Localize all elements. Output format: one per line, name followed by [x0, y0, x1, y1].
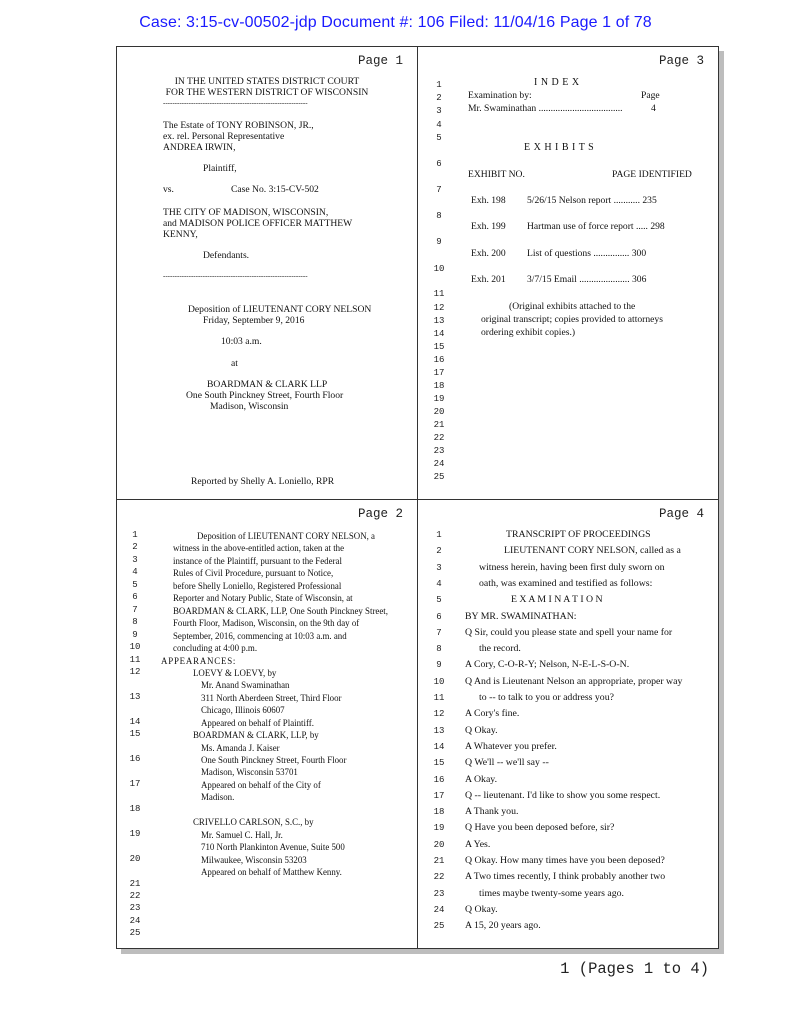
- line-number: 7: [436, 627, 442, 638]
- line-number: 3: [436, 106, 442, 116]
- line-number: 13: [433, 316, 445, 326]
- line-number: 10: [433, 676, 445, 687]
- line-number: 10: [129, 642, 141, 652]
- line-number: 6: [132, 592, 138, 602]
- examiner-name: Mr. Swaminathan ...................................: [468, 103, 623, 114]
- transcript-line: BOARDMAN & CLARK, LLP, One South Pinckney Street,: [173, 606, 388, 616]
- original-exhibits-note-3: ordering exhibit copies.): [481, 327, 576, 338]
- exhibit-200-desc: List of questions ............... 300: [527, 248, 647, 259]
- transcript-line: Rules of Civil Procedure, pursuant to Notice,: [173, 568, 334, 578]
- line-number: 9: [436, 660, 442, 671]
- line-number: 15: [433, 758, 445, 769]
- transcript-line: 311 North Aberdeen Street, Third Floor: [201, 693, 342, 703]
- line-number: 17: [433, 368, 445, 378]
- line-number: 20: [433, 407, 445, 417]
- transcript-line: Madison.: [201, 792, 235, 802]
- transcript-line: LIEUTENANT CORY NELSON, called as a: [504, 545, 681, 557]
- line-number: 19: [433, 823, 445, 834]
- line-number: 22: [433, 872, 445, 883]
- transcript-line: September, 2016, commencing at 10:03 a.m. and: [173, 631, 347, 641]
- exhibit-199: Exh. 199: [471, 221, 506, 232]
- transcript-line: Milwaukee, Wisconsin 53203: [201, 855, 307, 865]
- page-4-quadrant: [418, 500, 718, 948]
- line-number: 14: [433, 329, 445, 339]
- original-exhibits-note-1: (Original exhibits attached to the: [509, 301, 636, 312]
- line-number: 18: [433, 807, 445, 818]
- line-number: 20: [129, 854, 141, 864]
- line-number: 21: [433, 420, 445, 430]
- transcript-line: concluding at 4:00 p.m.: [173, 643, 258, 653]
- examination-by: Examination by:: [468, 90, 532, 101]
- transcript-line: A Yes.: [465, 838, 491, 850]
- line-number: 3: [132, 555, 138, 565]
- line-number: 17: [129, 779, 141, 789]
- line-number: 24: [433, 459, 445, 469]
- transcript-line: Q -- lieutenant. I'd like to show you some respect.: [465, 789, 661, 801]
- transcript-line: witness in the above-entitled action, taken at the: [173, 543, 345, 553]
- location-line-2: One South Pinckney Street, Fourth Floor: [186, 390, 344, 401]
- line-number: 3: [436, 562, 442, 573]
- transcript-line: Madison, Wisconsin 53701: [201, 767, 298, 777]
- line-number: 2: [132, 542, 138, 552]
- line-number: 18: [433, 381, 445, 391]
- line-number: 11: [433, 693, 445, 703]
- transcript-sheet: [116, 46, 719, 949]
- line-number: 1: [132, 530, 138, 540]
- line-number: 1: [436, 80, 442, 90]
- line-number: 25: [433, 921, 445, 932]
- transcript-line: to -- to talk to you or address you?: [479, 692, 614, 703]
- line-number: 19: [433, 394, 445, 404]
- transcript-line: One South Pinckney Street, Fourth Floor: [201, 755, 347, 765]
- transcript-line: TRANSCRIPT OF PROCEEDINGS: [506, 529, 651, 540]
- transcript-line: Fourth Floor, Madison, Wisconsin, on the 9th day of: [173, 618, 360, 628]
- line-number: 21: [433, 856, 445, 866]
- line-number: 20: [433, 839, 445, 850]
- exhibit-201: Exh. 201: [471, 274, 506, 285]
- line-number: 7: [436, 185, 442, 195]
- plaintiff-line-1: The Estate of TONY ROBINSON, JR.,: [163, 120, 314, 131]
- court-line-2: FOR THE WESTERN DISTRICT OF WISCONSIN: [165, 87, 369, 98]
- line-number: 5: [132, 580, 138, 590]
- line-number: 11: [129, 655, 141, 665]
- transcript-line: BOARDMAN & CLARK, LLP, by: [193, 730, 319, 740]
- line-number: 4: [436, 120, 442, 130]
- transcript-line: before Shelly Loniello, Registered Professional: [173, 581, 342, 591]
- exhibit-201-desc: 3/7/15 Email ..................... 306: [527, 274, 647, 285]
- line-number: 19: [129, 829, 141, 839]
- line-number: 18: [129, 804, 141, 814]
- deposition-date: Friday, September 9, 2016: [203, 315, 305, 326]
- transcript-line: Appeared on behalf of the City of: [201, 780, 321, 790]
- transcript-line: Mr. Anand Swaminathan: [201, 680, 290, 690]
- transcript-line: Appeared on behalf of Plaintiff.: [201, 718, 314, 728]
- transcript-line: A Two times recently, I think probably another two: [465, 871, 666, 883]
- defendant-line-1: THE CITY OF MADISON, WISCONSIN,: [163, 207, 329, 218]
- court-line-1: IN THE UNITED STATES DISTRICT COURT: [174, 76, 360, 87]
- transcript-line: CRIVELLO CARLSON, S.C., by: [193, 817, 314, 827]
- at-label: at: [231, 358, 238, 369]
- transcript-line: times maybe twenty-some years ago.: [479, 887, 625, 899]
- page-2-quadrant: [117, 500, 417, 948]
- line-number: 11: [433, 289, 445, 299]
- reporter-line: Reported by Shelly A. Loniello, RPR: [191, 476, 335, 487]
- line-number: 2: [436, 93, 442, 103]
- page-identified-header: PAGE IDENTIFIED: [612, 169, 692, 180]
- exhibits-heading: E X H I B I T S: [524, 142, 595, 153]
- line-number: 1: [436, 530, 442, 540]
- line-number: 23: [433, 446, 445, 456]
- page-range-footer: 1 (Pages 1 to 4): [560, 960, 709, 978]
- line-number: 15: [129, 729, 141, 739]
- deposition-title: Deposition of LIEUTENANT CORY NELSON: [188, 304, 372, 315]
- line-number: 25: [433, 472, 445, 482]
- defendant-line-2: and MADISON POLICE OFFICER MATTHEW: [163, 218, 353, 229]
- line-number: 10: [433, 264, 445, 274]
- transcript-line: Q Okay. How many times have you been deposed?: [465, 855, 665, 866]
- line-number: 8: [436, 211, 442, 221]
- line-number: 12: [433, 303, 445, 313]
- line-number: 16: [129, 754, 141, 764]
- exhibit-199-desc: Hartman use of force report ..... 298: [527, 221, 665, 232]
- line-number: 8: [436, 644, 442, 655]
- page-1-quadrant: [117, 47, 417, 499]
- line-number: 25: [129, 928, 141, 938]
- transcript-line: BY MR. SWAMINATHAN:: [465, 610, 577, 622]
- line-number: 15: [433, 342, 445, 352]
- location-line-3: Madison, Wisconsin: [210, 401, 289, 412]
- transcript-line: A Whatever you prefer.: [465, 740, 557, 752]
- transcript-line: Q Okay.: [465, 724, 498, 736]
- line-number: 14: [433, 741, 445, 752]
- line-number: 13: [433, 725, 445, 736]
- line-number: 13: [129, 692, 141, 702]
- transcript-line: Mr. Samuel C. Hall, Jr.: [201, 830, 283, 840]
- line-number: 21: [129, 879, 141, 889]
- exhibit-no-header: EXHIBIT NO.: [468, 169, 525, 180]
- original-exhibits-note-2: original transcript; copies provided to attorneys: [481, 314, 663, 325]
- exhibit-198-desc: 5/26/15 Nelson report ........... 235: [527, 195, 657, 206]
- plaintiff-label: Plaintiff,: [203, 163, 237, 174]
- vs-label: vs.: [163, 184, 174, 195]
- plaintiff-line-3: ANDREA IRWIN,: [163, 142, 236, 153]
- transcript-line: Q And is Lieutenant Nelson an appropriate, proper way: [465, 675, 683, 687]
- transcript-line: Q Sir, could you please state and spell your name for: [465, 626, 673, 638]
- line-number: 8: [132, 617, 138, 627]
- transcript-line: A Thank you.: [465, 806, 519, 818]
- line-number: 6: [436, 159, 442, 169]
- line-number: 23: [433, 888, 445, 899]
- transcript-line: Deposition of LIEUTENANT CORY NELSON, a: [197, 531, 375, 541]
- page-4-label: Page 4: [658, 507, 704, 521]
- line-number: 14: [129, 717, 141, 727]
- line-number: 24: [129, 916, 141, 926]
- case-header: Case: 3:15-cv-00502-jdp Document #: 106 Filed: 11/04/16 Page 1 of 78: [139, 14, 652, 31]
- transcript-line: instance of the Plaintiff, pursuant to the Federal: [173, 556, 342, 566]
- index-heading: I N D E X: [534, 77, 580, 88]
- rule-2: --------------------------------------------------------------: [163, 272, 308, 280]
- transcript-line: A Cory, C-O-R-Y; Nelson, N-E-L-S-O-N.: [465, 659, 630, 671]
- line-number: 9: [436, 237, 442, 247]
- transcript-line: oath, was examined and testified as follows:: [479, 577, 653, 589]
- transcript-line: Q Okay.: [465, 903, 498, 915]
- line-number: 4: [132, 567, 138, 577]
- examiner-page: 4: [651, 103, 656, 114]
- transcript-line: APPEARANCES:: [161, 656, 237, 666]
- line-number: 2: [436, 546, 442, 557]
- transcript-line: A Cory's fine.: [465, 708, 520, 720]
- location-line-1: BOARDMAN & CLARK LLP: [207, 379, 328, 390]
- line-number: 12: [129, 667, 141, 677]
- transcript-line: Chicago, Illinois 60607: [201, 705, 285, 715]
- transcript-line: Reporter and Notary Public, State of Wisconsin, at: [173, 593, 353, 603]
- transcript-line: A 15, 20 years ago.: [465, 920, 541, 932]
- transcript-line: 710 North Plankinton Avenue, Suite 500: [201, 842, 345, 852]
- transcript-line: witness herein, having been first duly sworn on: [479, 561, 665, 573]
- transcript-line: Q We'll -- we'll say --: [465, 757, 549, 769]
- transcript-line: Appeared on behalf of Matthew Kenny.: [201, 867, 342, 877]
- page-2-label: Page 2: [357, 507, 403, 521]
- line-number: 7: [132, 605, 138, 615]
- transcript-line: A Okay.: [465, 773, 498, 785]
- plaintiff-line-2: ex. rel. Personal Representative: [163, 131, 285, 142]
- line-number: 22: [129, 891, 141, 901]
- transcript-line: Q Have you been deposed before, sir?: [465, 822, 615, 834]
- rule-1: --------------------------------------------------------------: [163, 99, 308, 107]
- deposition-time: 10:03 a.m.: [221, 336, 262, 347]
- defendants-label: Defendants.: [203, 250, 250, 261]
- page-1-label: Page 1: [357, 54, 403, 68]
- line-number: 5: [436, 133, 442, 143]
- defendant-line-3: KENNY,: [163, 229, 198, 240]
- line-number: 16: [433, 355, 445, 365]
- exhibit-200: Exh. 200: [471, 248, 506, 259]
- line-number: 17: [433, 790, 445, 801]
- transcript-line: E X A M I N A T I O N: [511, 594, 603, 606]
- case-number: Case No. 3:15-CV-502: [231, 184, 319, 195]
- page-column-label: Page: [641, 90, 660, 101]
- line-number: 16: [433, 774, 445, 785]
- line-number: 5: [436, 595, 442, 606]
- page-3-quadrant: [418, 47, 718, 499]
- line-number: 12: [433, 709, 445, 720]
- transcript-line: LOEVY & LOEVY, by: [193, 668, 277, 678]
- line-number: 22: [433, 433, 445, 443]
- line-number: 24: [433, 904, 445, 915]
- line-number: 6: [436, 611, 442, 622]
- transcript-line: Ms. Amanda J. Kaiser: [201, 743, 280, 753]
- line-number: 4: [436, 578, 442, 589]
- transcript-line: the record.: [479, 643, 521, 655]
- page-3-label: Page 3: [658, 54, 704, 68]
- exhibit-198: Exh. 198: [471, 195, 506, 206]
- line-number: 23: [129, 903, 141, 913]
- line-number: 9: [132, 630, 138, 640]
